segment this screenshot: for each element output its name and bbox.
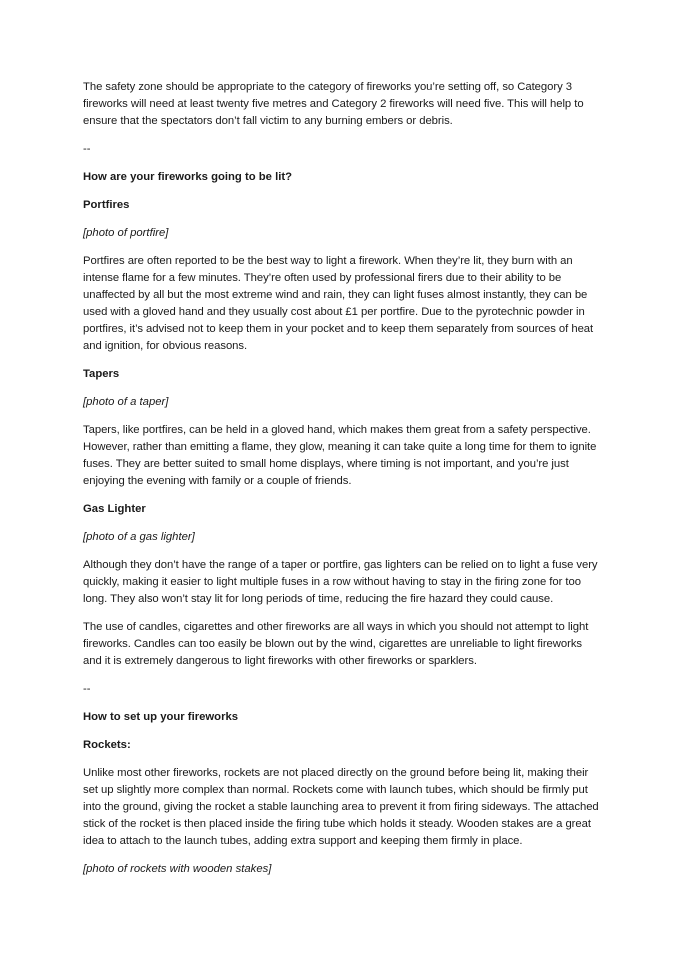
paragraph-tapers: Tapers, like portfires, can be held in a gloved hand, which makes them great from a safety perspective. However, rather than emitting a flame, they glow, meaning it can take quite a long time for them to ignite fuses. They are better suited to small home displays, where timing is not important, and you’re just enjoying the evening with family or a couple of friends.	[83, 424, 597, 487]
heading-rockets: Rockets:	[83, 739, 131, 751]
heading-how-lit: How are your fireworks going to be lit?	[83, 171, 293, 183]
photo-placeholder-portfire: [photo of portfire]	[83, 227, 169, 239]
paragraph-gas-lighter: Although they don’t have the range of a taper or portfire, gas lighters can be relied on to light a fuse very quickly, making it easier to light multiple fuses in a row without having to stay in the firing zone for too long. They also won’t stay lit for long periods of time, reducing the fire hazard they could cause.	[83, 559, 598, 605]
paragraph-rockets: Unlike most other fireworks, rockets are not placed directly on the ground before being lit, making their set up slightly more complex than normal. Rockets come with launch tubes, which should be firmly put into the ground, giving the rocket a stable launching area to prevent it from firing sideways. The attached stick of the rocket is then placed inside the firing tube which holds it steady. Wooden stakes are a great idea to attach to the launch tubes, adding extra support and keeping them firmly in place.	[83, 767, 599, 847]
heading-portfires: Portfires	[83, 199, 130, 211]
document-page	[83, 79, 603, 889]
heading-set-up: How to set up your fireworks	[83, 711, 239, 723]
section-separator: --	[83, 683, 91, 695]
paragraph-portfires: Portfires are often reported to be the best way to light a firework. When they’re lit, they burn with an intense flame for a few minutes. They’re often used by professional firers due to their ability to be unaffected by all but the most extreme wind and rain, they can light fuses almost instantly, they can be used with a gloved hand and they usually cost about £1 per portfire. Due to the pyrotechnic powder in portfires, it’s advised not to keep them in your pocket and to keep them separately from sources of heat and ignition, for obvious reasons.	[83, 255, 594, 352]
photo-placeholder-rockets: [photo of rockets with wooden stakes]	[83, 863, 272, 875]
paragraph-safety-zone: The safety zone should be appropriate to the category of fireworks you’re setting off, so Category 3 fireworks will need at least twenty five metres and Category 2 fireworks will need five. This will help to ensure that the spectators don’t fall victim to any burning embers or debris.	[83, 81, 584, 127]
paragraph-unsafe-methods: The use of candles, cigarettes and other fireworks are all ways in which you should not attempt to light fireworks. Candles can too easily be blown out by the wind, cigarettes are unreliable to light fireworks and it is extremely dangerous to light fireworks with other fireworks or sparklers.	[83, 621, 589, 667]
heading-tapers: Tapers	[83, 368, 120, 380]
photo-placeholder-taper: [photo of a taper]	[83, 396, 169, 408]
section-separator: --	[83, 143, 91, 155]
heading-gas-lighter: Gas Lighter	[83, 503, 146, 515]
photo-placeholder-gas-lighter: [photo of a gas lighter]	[83, 531, 195, 543]
